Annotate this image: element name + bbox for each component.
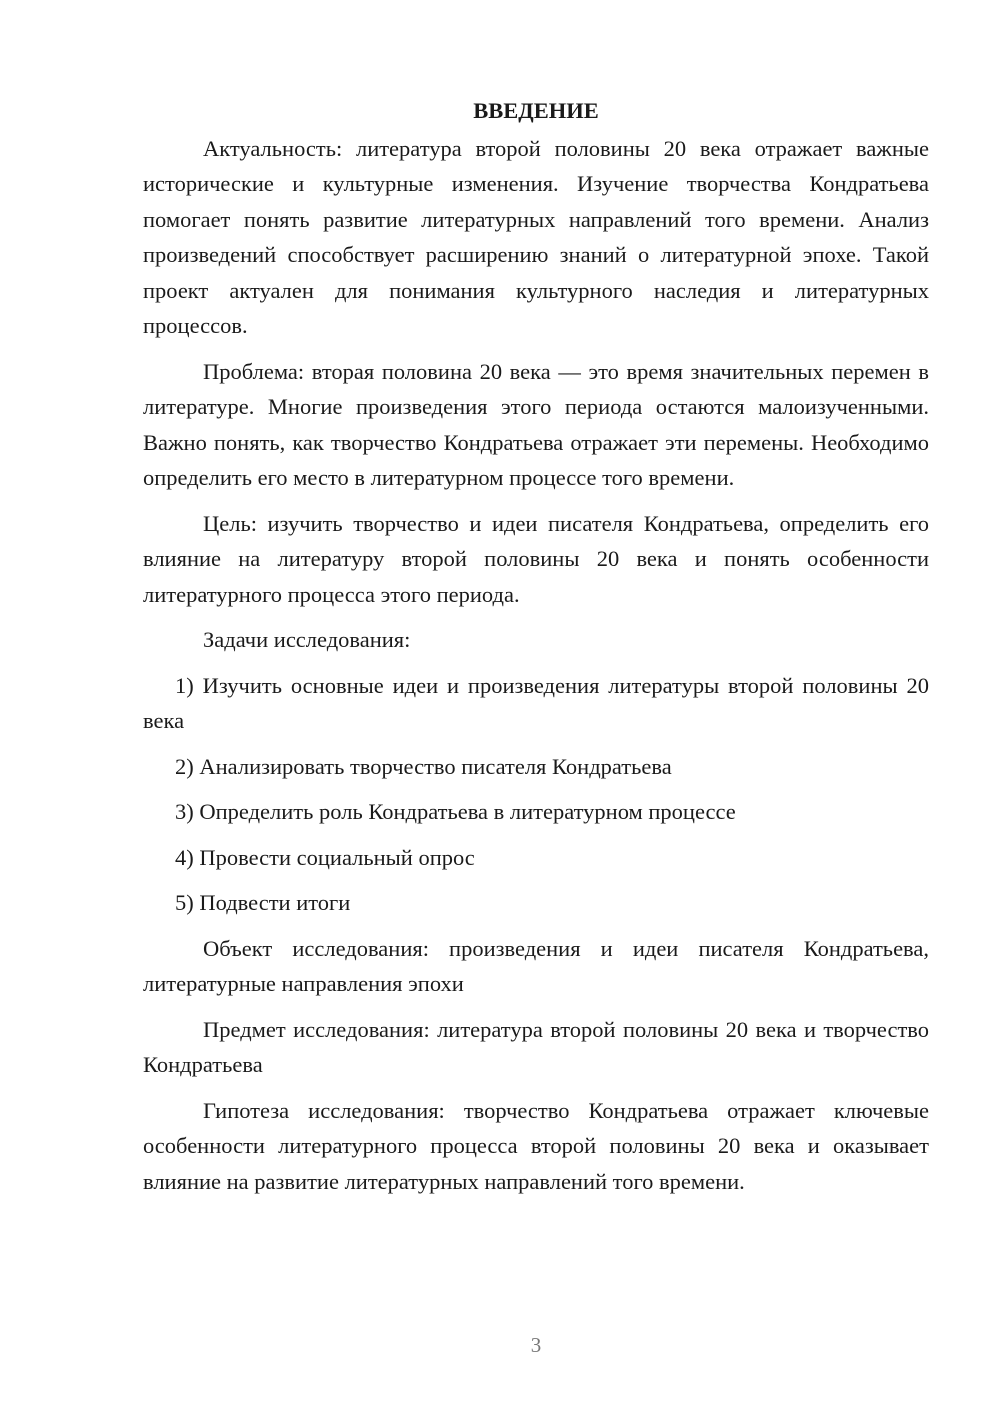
- relevance-paragraph: Актуальность: литература второй половины 20 века отражает важные исторические и культурные изменения. Изучение творчества Кондратьева помогает понять развитие литературных направлений того времени. Анализ произведений способствует расширению знаний о литературной эпохе. Такой проект актуален для понимания культурного наследия и литературных процессов.: [143, 135, 929, 338]
- object-paragraph: Объект исследования: произведения и идеи писателя Кондратьева, литературные направления эпохи: [143, 935, 929, 996]
- goal-paragraph: Цель: изучить творчество и идеи писателя Кондратьева, определить его влияние на литературу второй половины 20 века и понять особенности литературного процесса этого периода.: [143, 510, 929, 607]
- problem-paragraph: Проблема: вторая половина 20 века — это время значительных перемен в литературе. Многие произведения этого периода остаются малоизученными. Важно понять, как творчество Кондратьева отражает эти перемены. Необходимо определить его место в литературном процессе того времени.: [143, 358, 929, 490]
- hypothesis-paragraph: Гипотеза исследования: творчество Кондратьева отражает ключевые особенности литературного процесса второй половины 20 века и оказывает влияние на развитие литературных направлений того времени.: [143, 1097, 929, 1194]
- task-item-1: 1) Изучить основные идеи и произведения литературы второй половины 20 века: [143, 672, 929, 733]
- tasks-title: Задачи исследования:: [203, 627, 411, 652]
- task-item-3: 3) Определить роль Кондратьева в литературном процессе: [175, 799, 736, 824]
- task-item-2: 2) Анализировать творчество писателя Кондратьева: [175, 753, 672, 779]
- task-item-5: 5) Подвести итоги: [175, 890, 351, 915]
- page-number: 3: [530, 1333, 542, 1357]
- page-content: [143, 93, 929, 1209]
- task-item-4: 4) Провести социальный опрос: [175, 844, 475, 870]
- section-heading: ВВЕДЕНИЕ: [473, 98, 599, 123]
- subject-paragraph: Предмет исследования: литература второй половины 20 века и творчество Кондратьева: [143, 1016, 929, 1077]
